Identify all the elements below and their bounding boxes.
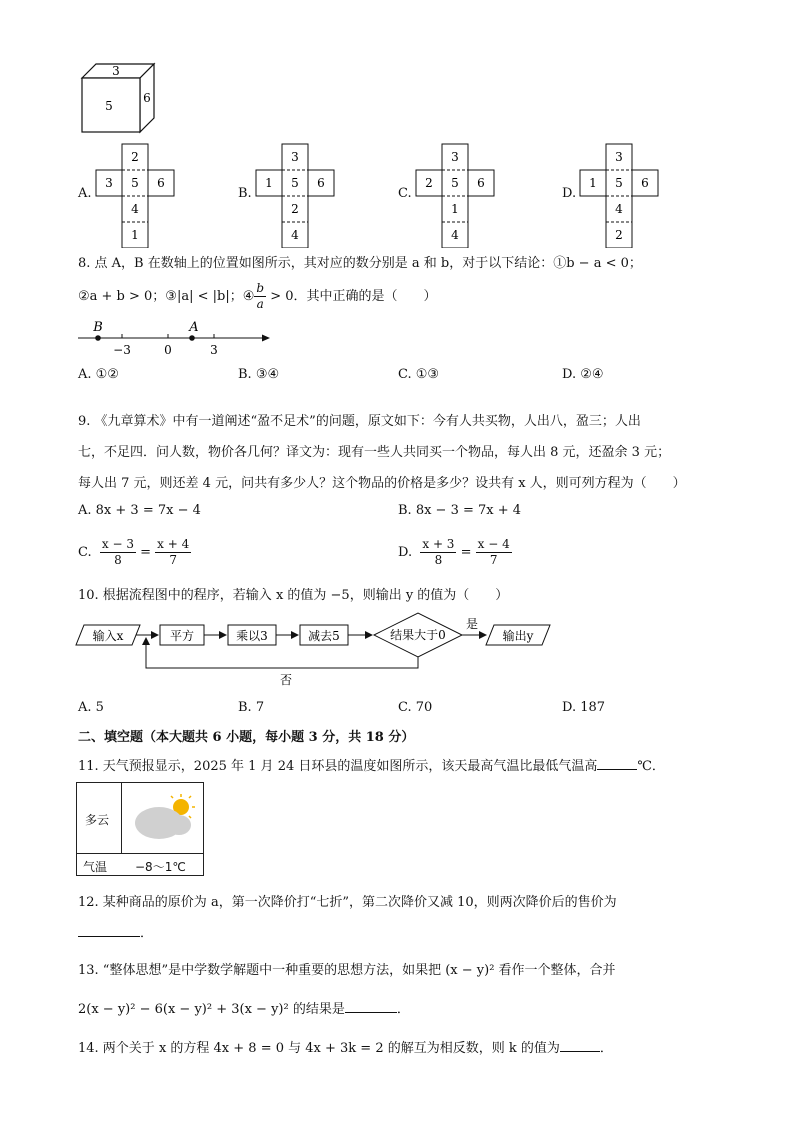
temp-value: −8～1℃ — [135, 860, 186, 874]
q10-option-b[interactable]: B. 7 — [238, 700, 265, 715]
q9-c-num1: x − 3 — [101, 537, 134, 551]
q13-answer-blank[interactable] — [345, 999, 397, 1013]
net-face-right: 6 — [641, 176, 649, 190]
net-face: 2 — [131, 150, 139, 164]
q9-option-b[interactable]: B. 8x − 3 = 7x + 4 — [398, 503, 522, 518]
weather-card — [76, 782, 204, 876]
flow-yes-label: 是 — [465, 617, 479, 631]
q10-option-d[interactable]: D. 187 — [562, 700, 606, 715]
q14-stem: 14. 两个关于 x 的方程 4x + 8 = 0 与 4x + 3k = 2 的解互为相反数，则 k 的值为 — [78, 1041, 560, 1056]
q14-line — [78, 1037, 613, 1056]
temp-label: 气温 — [83, 860, 108, 874]
tick-minus3: −3 — [113, 343, 131, 357]
q9-line1: 9. 《九章算术》中有一道阐述“盈不足术”的问题，原文如下：今有人共买物，人出八，盈三；人出 — [78, 414, 641, 429]
q7-option-b[interactable] — [238, 142, 378, 248]
q11-stem: 11. 天气预报显示，2025 年 1 月 24 日环县的温度如图所示，该天最高气温比最低气温高 — [78, 759, 598, 774]
point-a — [189, 335, 195, 341]
q12-answer-blank[interactable] — [78, 923, 140, 937]
q10-stem: 10. 根据流程图中的程序，若输入 x 的值为 −5，则输出 y 的值为（ ） — [78, 588, 509, 603]
tick-3: 3 — [210, 343, 218, 357]
net-face: 1 — [131, 228, 139, 242]
net-face: 4 — [291, 228, 299, 242]
cube-front-face: 5 — [105, 99, 113, 113]
label-b: B — [93, 320, 103, 335]
q9-c-num2: x + 4 — [157, 537, 190, 551]
q9-d-den1: 8 — [434, 553, 443, 567]
q9-c-frac-left — [100, 537, 136, 568]
section-2-heading: 二、填空题（本大题共 6 小题，每小题 3 分，共 18 分） — [78, 730, 415, 745]
q8-fraction — [254, 281, 266, 312]
q8-option-c[interactable]: C. ①③ — [398, 367, 440, 382]
q9-option-d[interactable]: D. $\frac{x + 3}{8}$ = $\frac{x - 4}{7}$ — [398, 537, 510, 567]
q8-line1: 8. 点 A，B 在数轴上的位置如图所示，其对应的数分别是 a 和 b，对于以下结论：①b − a < 0； — [78, 256, 642, 271]
net-face: 4 — [615, 202, 623, 216]
q7-option-label: C. — [398, 186, 412, 201]
net-face-left: 2 — [425, 176, 433, 190]
cube-top-face: 3 — [112, 64, 120, 78]
q11-text — [78, 755, 665, 774]
q8-frac-num: b — [256, 281, 265, 295]
q9-c-den1: 8 — [114, 553, 122, 567]
q8-line2 — [78, 281, 437, 312]
q8-option-a[interactable]: A. ①② — [78, 367, 119, 382]
weather-label: 多云 — [85, 813, 110, 827]
flow-output-text: 输出y — [502, 629, 534, 643]
q13-line1: 13. “整体思想”是中学数学解题中一种重要的思想方法，如果把 (x − y)² 看作一个整体，合并 — [78, 963, 616, 978]
q9-option-a[interactable]: A. 8x + 3 = 7x − 4 — [78, 503, 201, 518]
q10-option-c[interactable]: C. 70 — [398, 700, 433, 715]
q8-option-d[interactable]: D. ②④ — [562, 367, 604, 382]
q7-option-d[interactable] — [562, 142, 702, 248]
net-face: 5 — [291, 176, 299, 190]
net-face-left: 3 — [105, 176, 113, 190]
flow-step-square-text: 平方 — [169, 629, 195, 643]
tick-zero: 0 — [164, 343, 172, 357]
q7-option-c[interactable] — [398, 142, 538, 248]
net-face: 3 — [615, 150, 623, 164]
q14-answer-blank[interactable] — [560, 1038, 600, 1052]
q12-line1: 12. 某种商品的原价为 a，第一次降价打“七折”，第二次降价又减 10，则两次降价后的售价为 — [78, 895, 617, 910]
point-b — [95, 335, 101, 341]
q14-end: ． — [599, 1041, 613, 1056]
q9-option-c[interactable]: C. $\frac{x - 3}{8}$ = $\frac{x + 4}{7}$ — [78, 537, 190, 567]
cube-figure — [78, 60, 158, 136]
q13-expression: 2(x − y)² − 6(x − y)² + 3(x − y)² 的结果是 — [78, 1002, 345, 1017]
q9-option-c-label: C. — [78, 545, 92, 560]
q9-d-frac-right — [476, 537, 512, 568]
q7-option-label: D. — [562, 186, 577, 201]
cube-net — [414, 142, 514, 248]
q8-line2-a: ②a + b > 0；③|a| < |b|；④ — [78, 289, 255, 304]
net-face: 2 — [615, 228, 623, 242]
cube-net — [254, 142, 354, 248]
number-line — [74, 318, 274, 360]
q9-d-num2: x − 4 — [477, 537, 510, 551]
net-face-right: 6 — [477, 176, 485, 190]
flow-input-text: 输入x — [92, 629, 124, 643]
cube-right-face: 6 — [143, 91, 151, 105]
q11-unit: ℃． — [637, 759, 665, 774]
q13-end: ． — [396, 1002, 410, 1017]
q9-option-d-label: D. — [398, 545, 413, 560]
net-face: 3 — [291, 150, 299, 164]
q9-d-num1: x + 3 — [422, 537, 455, 551]
net-face: 4 — [131, 202, 139, 216]
cube-net — [94, 142, 194, 248]
q12-end: ． — [140, 926, 154, 941]
q8-line2-b: > 0．其中正确的是（ ） — [266, 289, 437, 304]
q9-c-den2: 7 — [169, 553, 178, 567]
net-face: 5 — [451, 176, 459, 190]
flow-decision-text: 结果大于0 — [390, 628, 446, 642]
q8-option-b[interactable]: B. ③④ — [238, 367, 280, 382]
cloudy-icon — [129, 793, 195, 843]
net-face: 2 — [291, 202, 299, 216]
q9-c-frac-right — [155, 537, 191, 568]
q10-option-a[interactable]: A. 5 — [78, 700, 104, 715]
q7-option-a[interactable] — [78, 142, 218, 248]
q8-frac-den: a — [256, 297, 264, 311]
flow-step-multiply-text: 乘以3 — [236, 629, 268, 643]
q9-d-frac-left — [420, 537, 456, 568]
q7-option-label: B. — [238, 186, 252, 201]
net-face-left: 1 — [589, 176, 597, 190]
net-face-left: 1 — [265, 176, 273, 190]
net-face: 5 — [615, 176, 623, 190]
q7-option-label: A. — [78, 186, 92, 201]
net-face-right: 6 — [317, 176, 325, 190]
flow-step-subtract-text: 减去5 — [308, 629, 340, 643]
flowchart — [72, 608, 562, 690]
q11-answer-blank[interactable] — [597, 756, 637, 770]
cube-net — [578, 142, 678, 248]
q13-line2 — [78, 998, 410, 1017]
net-face: 1 — [451, 202, 459, 216]
q12-line2 — [78, 922, 153, 941]
q9-line3: 每人出 7 元，则还差 4 元，问共有多少人？这个物品的价格是多少？设共有 x 人，则可列方程为（ ） — [78, 476, 686, 491]
net-face: 4 — [451, 228, 459, 242]
label-a: A — [189, 320, 199, 335]
net-face: 3 — [451, 150, 459, 164]
net-face: 5 — [131, 176, 139, 190]
q9-d-den2: 7 — [489, 553, 498, 567]
net-face-right: 6 — [157, 176, 165, 190]
q9-line2: 七，不足四．问人数，物价各几何？译文为：现有一些人共同买一个物品，每人出 8 元，还盈余 3 元； — [78, 445, 671, 460]
flow-no-label: 否 — [279, 673, 293, 687]
